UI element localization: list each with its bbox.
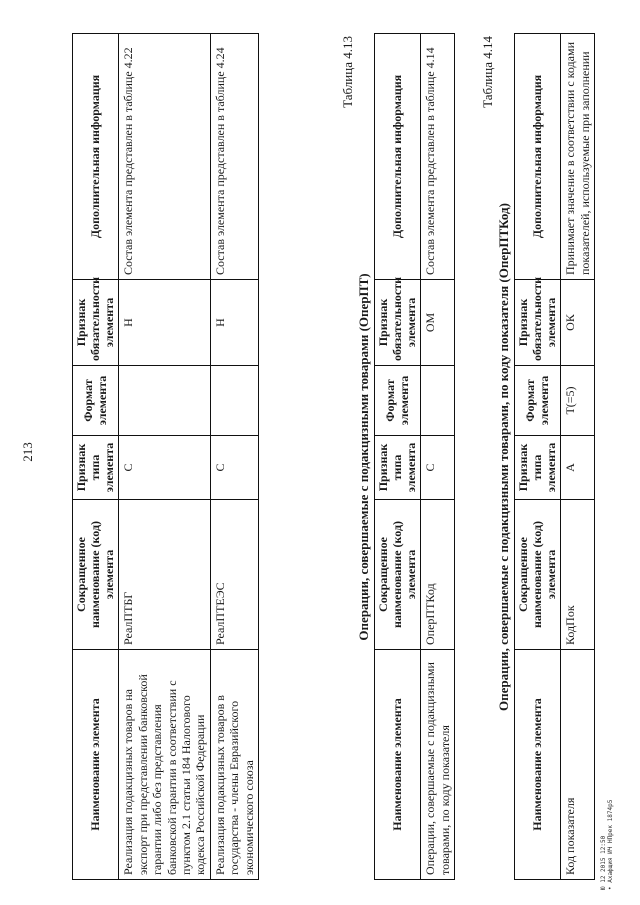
header-name: Наименование элемента [375,650,421,880]
table-4-13 [374,33,455,880]
table-header-row [515,34,561,880]
page-number: 213 [20,442,35,462]
header-mandatory-sign: Признак обязательности элемента [73,280,119,366]
table-row [561,34,595,880]
elements-table-continuation [72,33,259,880]
cell-type: А [561,436,595,500]
table-continuation-block [72,34,342,880]
cell-name: Операции, совершаемые с подакцизными товарами, по коду показателя [421,650,455,880]
cell-info: Состав элемента представлен в таблице 4.14 [421,34,455,280]
header-format: Формат элемента [375,366,421,436]
stamp-line-1: Ю 12 2015 12:50 [600,835,607,890]
header-name: Наименование элемента [73,650,119,880]
print-stamp [600,720,614,890]
cell-info: Состав элемента представлен в таблице 4.24 [210,34,258,280]
header-format: Формат элемента [73,366,119,436]
cell-type: С [421,436,455,500]
header-type-sign: Признак типа элемента [515,436,561,500]
cell-format: T(=5) [561,366,595,436]
cell-name: Реализация подакцизных товаров в государства - члены Евразийского экономического союза [210,650,258,880]
table-header-row [73,34,119,880]
header-format: Формат элемента [515,366,561,436]
table-caption: Операции, совершаемые с подакцизными товарами (ОперПТ) [356,273,371,641]
table-caption: Операции, совершаемые с подакцизными товарами, по коду показателя (ОперПТКод) [496,203,511,711]
cell-code: ОперПТКод [421,500,455,650]
header-name: Наименование элемента [515,650,561,880]
table-number: Таблица 4.13 [340,36,355,108]
header-additional-info: Дополнительная информация [515,34,561,280]
cell-mandatory: Н [119,280,210,366]
header-short-name: Сокращенное наименование (код) элемента [73,500,119,650]
cell-format [119,366,210,436]
cell-info: Состав элемента представлен в таблице 4.22 [119,34,210,280]
table-number: Таблица 4.14 [480,36,495,108]
stamp-line-2: • Ахафщия ИЧ НПрек 1874р5 [607,799,615,890]
cell-format [210,366,258,436]
cell-type: С [119,436,210,500]
header-additional-info: Дополнительная информация [375,34,421,280]
cell-mandatory: ОМ [421,280,455,366]
cell-code: РеалПТБГ [119,500,210,650]
header-short-name: Сокращенное наименование (код) элемента [515,500,561,650]
cell-info: Принимает значение в соответствии с кодами показателей, используемые при заполнении [561,34,595,280]
cell-name: Код показателя [561,650,595,880]
header-additional-info: Дополнительная информация [73,34,119,280]
header-type-sign: Признак типа элемента [73,436,119,500]
table-4-14-block [480,34,610,880]
cell-code: РеалПТЕЭС [210,500,258,650]
table-row [421,34,455,880]
table-row [210,34,258,880]
table-4-14 [514,33,595,880]
header-type-sign: Признак типа элемента [375,436,421,500]
table-4-13-block [340,34,470,880]
cell-code: КодПок [561,500,595,650]
header-mandatory-sign: Признак обязательности элемента [375,280,421,366]
header-mandatory-sign: Признак обязательности элемента [515,280,561,366]
table-header-row [375,34,421,880]
cell-name: Реализация подакцизных товаров на экспорт при представлении банковской гарантии либо без представления банковской гарантии в соответствии с пунктом 2.1 статьи 184 Налогового кодекса Российской Федерации [119,650,210,880]
header-short-name: Сокращенное наименование (код) элемента [375,500,421,650]
cell-mandatory: Н [210,280,258,366]
cell-format [421,366,455,436]
table-row [119,34,210,880]
cell-mandatory: ОК [561,280,595,366]
cell-type: С [210,436,258,500]
